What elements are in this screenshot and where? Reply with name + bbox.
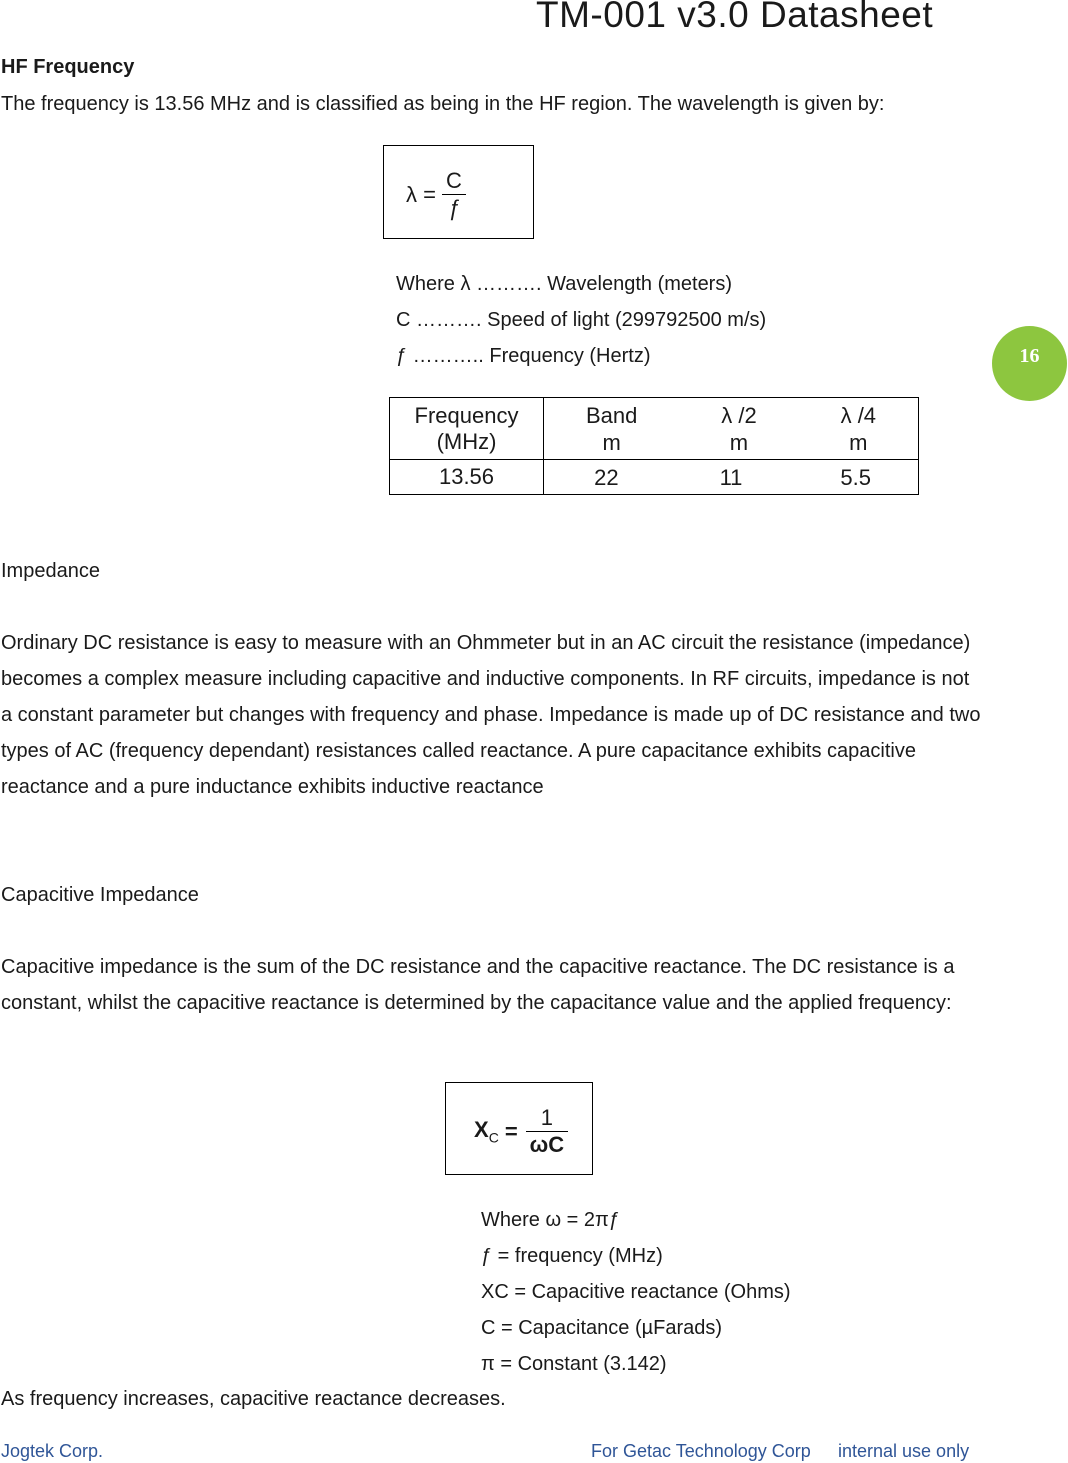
table-row [390,460,919,495]
definition-line: C ………. Speed of light (299792500 m/s) [396,309,767,331]
capacitive-definitions [481,1202,791,1382]
frequency-value-cell: 13.56 [390,460,544,495]
formula-lhs [474,1117,499,1145]
frequency-header-unit: (MHz) [436,428,497,454]
frequency-header-cell [390,398,544,460]
footer-recipient: For Getac Technology Corp [591,1441,811,1461]
half-wavelength-header [721,402,756,456]
capacitive-impedance-paragraph: Capacitive impedance is the sum of the DC resistance and the capacitive reactance. The DC resistance is a constant, whilst the capacitive reactance is determined by the capacitance value and the applied frequency: [1,956,955,1014]
quarter-wavelength-header-unit: m [849,429,868,455]
capacitive-reactance-formula-box [445,1082,593,1175]
definition-line: ƒ ……….. Frequency (Hertz) [396,345,651,367]
band-header [586,402,637,456]
footer-classification: internal use only [838,1441,970,1461]
footer-company: Jogtek Corp. [1,1441,104,1461]
formula-denominator: ωC [529,1132,565,1157]
definition-line: Where ω = 2πƒ [481,1209,620,1231]
definition-line: XC = Capacitive reactance (Ohms) [481,1281,791,1303]
capacitive-reactance-formula [474,1105,568,1158]
wavelength-formula [406,168,466,221]
hf-intro-text: The frequency is 13.56 MHz and is classified as being in the HF region. The wavelength is given by: [1,93,885,115]
formula-denominator: ƒ [447,195,461,220]
hf-frequency-heading: HF Frequency [1,56,135,78]
wavelength-formula-box [383,145,534,239]
capacitive-impedance-heading: Capacitive Impedance [1,884,199,906]
quarter-wavelength-value: 5.5 [840,464,871,490]
quarter-wavelength-header-top: λ /4 [840,402,877,428]
formula-fraction [526,1105,568,1158]
wavelength-definitions [396,266,766,374]
frequency-header-label: Frequency [414,402,519,428]
formula-equals: = [504,1118,518,1144]
formula-numerator: 1 [526,1105,568,1132]
formula-fraction [442,168,466,221]
half-wavelength-header-top: λ /2 [721,402,757,428]
definition-line: C = Capacitance (µFarads) [481,1317,723,1339]
band-wavelength-table [389,397,919,495]
band-header-top: Band [585,402,638,428]
impedance-heading: Impedance [1,560,100,582]
formula-symbol: X [474,1117,489,1143]
table-header-row [390,398,919,460]
formula-subscript: C [488,1129,499,1146]
formula-lhs: λ = [406,181,436,207]
quarter-wavelength-header [841,402,876,456]
half-wavelength-value: 11 [719,464,743,490]
formula-numerator: C [442,168,466,195]
values-cell [544,460,919,495]
definition-line: ƒ = frequency (MHz) [481,1245,663,1267]
page-number-badge: 16 [992,326,1067,401]
band-header-unit: m [602,429,621,455]
half-wavelength-header-unit: m [729,429,749,455]
document-title: TM-001 v3.0 Datasheet [536,0,934,35]
band-value: 22 [594,464,619,490]
band-header-cell [544,398,919,460]
definition-line: π = Constant (3.142) [481,1353,667,1375]
impedance-paragraph: Ordinary DC resistance is easy to measure with an Ohmmeter but in an AC circuit the resistance (impedance) becomes a complex measure including capacitive and inductive components. In RF circuits, impedance is not a constant parameter but changes with frequency and phase. Impedance is made up of DC resistance and two types of AC (frequency dependant) resistances called reactance. A pure capacitance exhibits capacitive reactance and a pure inductance exhibits inductive reactance [1,632,981,798]
capacitive-conclusion: As frequency increases, capacitive reactance decreases. [1,1388,506,1410]
definition-line: Where λ ………. Wavelength (meters) [396,273,733,295]
